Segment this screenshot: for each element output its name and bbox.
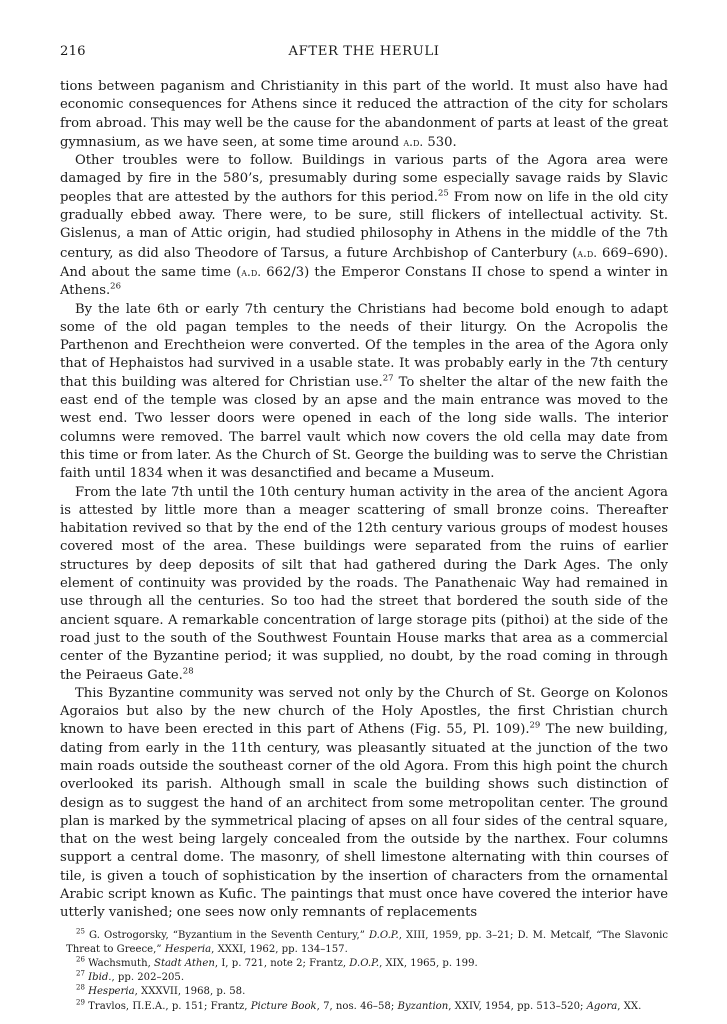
footnote bbox=[66, 1000, 668, 1014]
footnote-number: 27 bbox=[76, 969, 85, 978]
page-header bbox=[60, 44, 668, 64]
italic-title: Byzantion bbox=[397, 1000, 449, 1012]
italic-title: Picture Book bbox=[250, 1000, 317, 1012]
text-run: , XXIV, 1954, pp. 513–520; bbox=[448, 1000, 587, 1012]
italic-title: Hesperia bbox=[164, 943, 212, 955]
text-run: G. Ostrogorsky, “Byzantium in the Seventh Century,” bbox=[89, 929, 369, 941]
running-head: AFTER THE HERULI bbox=[288, 44, 440, 59]
footnote-ref: 29 bbox=[529, 721, 541, 732]
text-run: From now on life in the old city gradually ebbed away. There were, to be sure, still flickers of intellectual activity. St. Gislenus, a man of Attic origin, had studied philosophy in Athens in the middle of the 7th century, as did also Theodore of Tarsus, a future Archbishop of Canterbury ( bbox=[60, 189, 668, 261]
era-abbrev: a.d. bbox=[403, 134, 424, 149]
text-run: , XIII, 1959, pp. 3–21; D. M. Metcalf, “The Slavonic Threat to Greece,” bbox=[66, 929, 668, 955]
italic-title: Stadt Athen bbox=[154, 958, 215, 970]
body-text bbox=[60, 78, 668, 923]
text-run: , XXXVII, 1968, p. 58. bbox=[134, 986, 246, 998]
book-page bbox=[60, 44, 668, 1014]
paragraph bbox=[60, 152, 668, 300]
era-abbrev: a.d. bbox=[577, 245, 598, 260]
text-run: 669–690). And about the same time ( bbox=[60, 245, 668, 280]
footnotes bbox=[60, 929, 668, 1014]
text-run: This Byzantine community was served not only by the Church of St. George on Kolonos Agoraios but also by the new church of the Holy Apostles, the first Christian church known to have been erected in this part of Athens (Fig. 55, Pl. 109). bbox=[60, 685, 668, 738]
footnote-ref: 26 bbox=[110, 281, 121, 292]
footnote-number: 28 bbox=[76, 984, 85, 993]
footnote bbox=[66, 985, 668, 999]
paragraph bbox=[60, 78, 668, 152]
text-run: , pp. 202–205. bbox=[111, 972, 185, 984]
italic-title: D.O.P. bbox=[368, 929, 399, 941]
page-number: 216 bbox=[60, 44, 86, 59]
footnote-ref: 27 bbox=[382, 373, 394, 384]
era-abbrev: a.d. bbox=[241, 264, 262, 279]
italic-title: Hesperia bbox=[88, 986, 135, 998]
footnote-number: 26 bbox=[76, 955, 85, 964]
text-run: To shelter the altar of the new faith the east end of the temple was closed by an apse and the main entrance was moved to the west end. Two lesser doors were opened in each of the long side walls. The interior columns were removed. The barrel vault which now covers the old cella may date from this time or from later. As the Church of St. George the building was to serve the Christian faith until 1834 when it was desanctified and became a Museum. bbox=[60, 374, 668, 482]
footnote-ref: 25 bbox=[437, 188, 449, 199]
text-run: The new building, dating from early in the 11th century, was pleasantly situated at the junction of the two main roads outside the southeast corner of the old Agora. From this high point the church overlooked its parish. Although small in scale the building shows such distinction of design as to suggest the hand of an architect from some metropolitan center. The ground plan is marked by the symmetrical placing of apses on all four sides of the central square, that on the west being largely concealed from the outside by the narthex. Four columns support a central dome. The masonry, of shell limestone alternating with thin courses of tile, is given a touch of sophistication by the insertion of characters from the ornamental Arabic script known as Kufic. The paintings that must once have covered the interior have utterly vanished; one sees now only remnants of replacements bbox=[60, 722, 668, 921]
footnote-number: 29 bbox=[76, 998, 85, 1007]
footnote-number: 25 bbox=[76, 927, 85, 936]
footnote bbox=[66, 957, 668, 971]
text-run: From the late 7th until the 10th century human activity in the area of the ancient Agora is attested by little more than a meager scattering of small bronze coins. Thereafter habitation revived so that by the end of the 12th century various groups of modest houses covered most of the area. These buildings were separated from the ruins of earlier structures by deep deposits of silt that had gathered during the Dark Ages. The only element of continuity was provided by the roads. The Panathenaic Way had remained in use through all the centuries. So too had the street that bordered the south side of the ancient square. A remarkable concentration of large storage pits (pithoi) at the side of the road just to the south of the Southwest Fountain House marks that area as a commercial center of the Byzantine period; it was supplied, no doubt, by the road coming in through the Peiraeus Gate. bbox=[60, 484, 668, 683]
text-run: 662/3) the Emperor Constans II chose to spend a winter in Athens. bbox=[60, 264, 668, 299]
italic-title: D.O.P. bbox=[349, 958, 380, 970]
italic-title: Agora bbox=[586, 1000, 618, 1012]
text-run: tions between paganism and Christianity in this part of the world. It must also have had economic consequences for Athens since it reduced the attraction of the city for scholars from abroad. This may well be the cause for the abandonment of parts at least of the great gymnasium, as we have seen, at some time around bbox=[60, 79, 668, 150]
paragraph bbox=[60, 685, 668, 923]
text-run: Other troubles were to follow. Buildings in various parts of the Agora area were damaged by fire in the 580’s, presumably during some especially savage raids by Slavic peoples that are attested by the authors for this period. bbox=[60, 153, 668, 205]
text-run: Wachsmuth, bbox=[88, 958, 155, 970]
paragraph bbox=[60, 301, 668, 484]
text-run: , I, p. 721, note 2; Frantz, bbox=[214, 958, 350, 970]
text-run: , XIX, 1965, p. 199. bbox=[379, 958, 478, 970]
text-run: By the late 6th or early 7th century the Christians had become bold enough to adapt some of the old pagan temples to the needs of their liturgy. On the Acropolis the Parthenon and Erechtheion were converted. Of the temples in the area of the Agora only that of Hephaistos had survived in a usable state. It was probably early in the 7th century that this building was altered for Christian use. bbox=[60, 301, 668, 390]
text-run: , XX. bbox=[617, 1000, 642, 1012]
footnote bbox=[66, 971, 668, 985]
footnote bbox=[66, 929, 668, 957]
text-run: , 7, nos. 46–58; bbox=[316, 1000, 398, 1012]
paragraph bbox=[60, 484, 668, 685]
footnote-ref: 28 bbox=[182, 666, 194, 677]
text-run: Travlos, Π.Ε.Α., p. 151; Frantz, bbox=[88, 1000, 251, 1012]
text-run: , XXXI, 1962, pp. 134–157. bbox=[211, 943, 348, 955]
italic-title: Ibid. bbox=[88, 972, 112, 984]
text-run: 530. bbox=[423, 134, 457, 150]
